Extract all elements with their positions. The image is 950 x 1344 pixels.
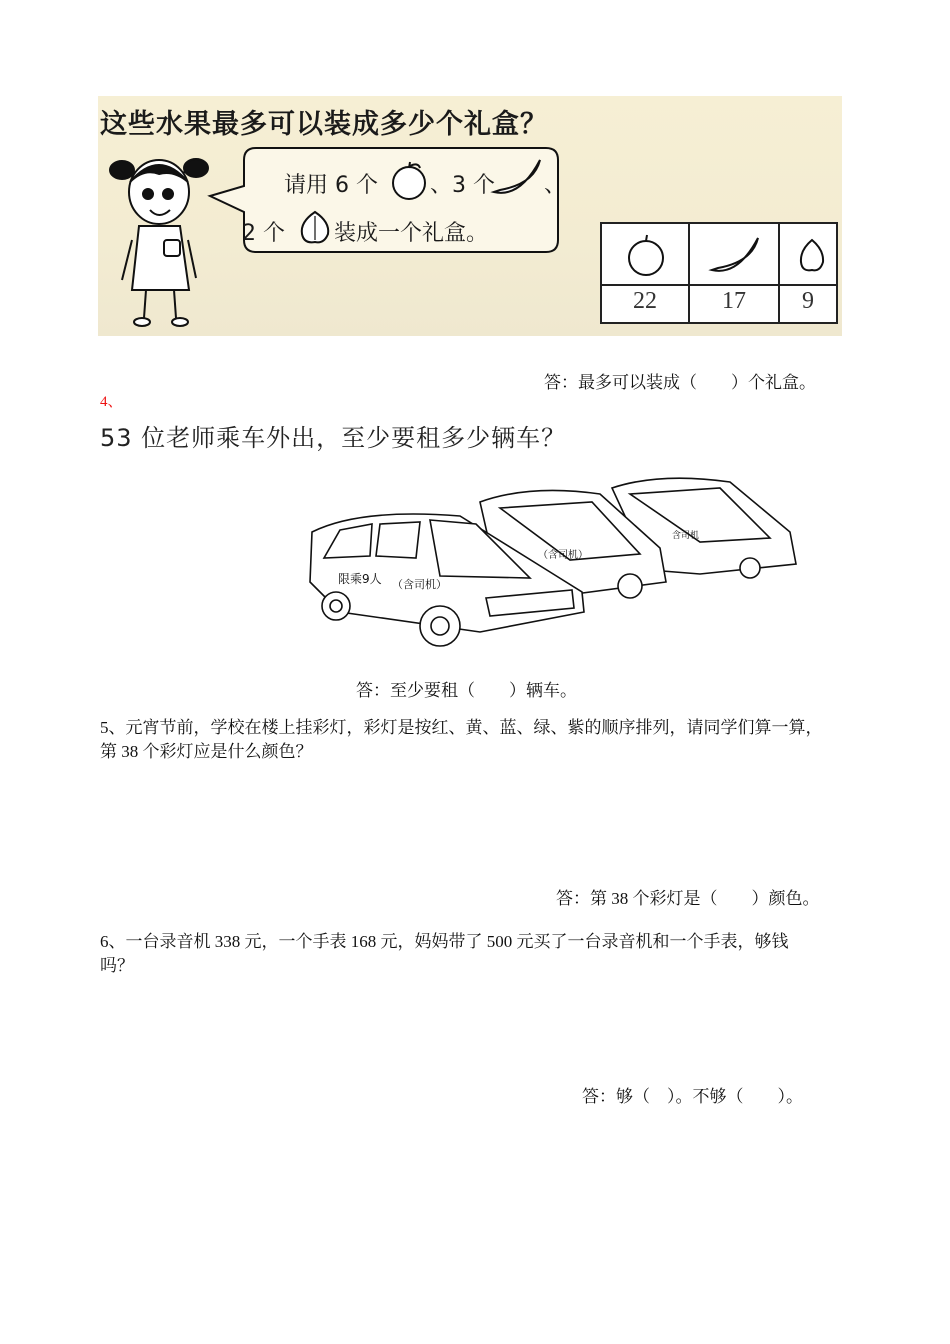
table-peach-icon [796,236,828,276]
count-banana: 17 [722,288,746,314]
fruit-table [600,222,838,324]
q5-line2: 第 38 个彩灯应是什么颜色？ [100,742,313,761]
peach-icon [296,206,334,246]
q4-title: 53 位老师乘车外出，至少要租多少辆车？ [100,424,567,452]
q5-answer: 答：第 38 个彩灯是（ ）颜色。 [556,889,820,908]
q4-number: 4、 [100,394,123,410]
q6-answer: 答：够（ ）。不够（ ）。 [582,1087,803,1106]
van-label-driver-back: （含司机） [538,550,588,561]
bubble-line1-b: 、3 个 [430,173,495,198]
vans-illustration [300,472,800,656]
q5-text [100,716,900,764]
bubble-line1-a: 请用 6 个 [284,173,378,198]
q4-answer: 答：至少要租（ ）辆车。 [356,681,577,700]
bubble-line2-a: 2 个 [242,221,285,246]
q6-line2: 吗？ [100,956,134,975]
banana-icon [490,154,546,200]
q6-line1: 6、一台录音机 338 元，一个手表 168 元，妈妈带了 500 元买了一台录音机和一个手表，够钱 [100,932,789,951]
bubble-line2-b: 装成一个礼盒。 [334,221,489,246]
count-peach: 9 [802,288,814,314]
q5-line1: 5、元宵节前，学校在楼上挂彩灯，彩灯是按红、黄、蓝、绿、紫的顺序排列，请同学们算一算， [100,718,823,737]
count-apple: 22 [633,288,657,314]
q3-answer: 答：最多可以装成（ ）个礼盒。 [544,373,816,392]
van-label-driver: （含司机） [392,578,447,591]
q6-text [100,930,900,978]
bubble-line1-c: 、 [544,173,567,198]
table-apple-icon [624,232,668,278]
apple-icon [388,160,430,200]
q3-title: 这些水果最多可以装成多少个礼盒？ [100,109,548,140]
van-label-limit: 限乘9人 [338,572,382,586]
van-label-driver-far: 含司机 [672,531,700,541]
table-banana-icon [708,232,764,278]
